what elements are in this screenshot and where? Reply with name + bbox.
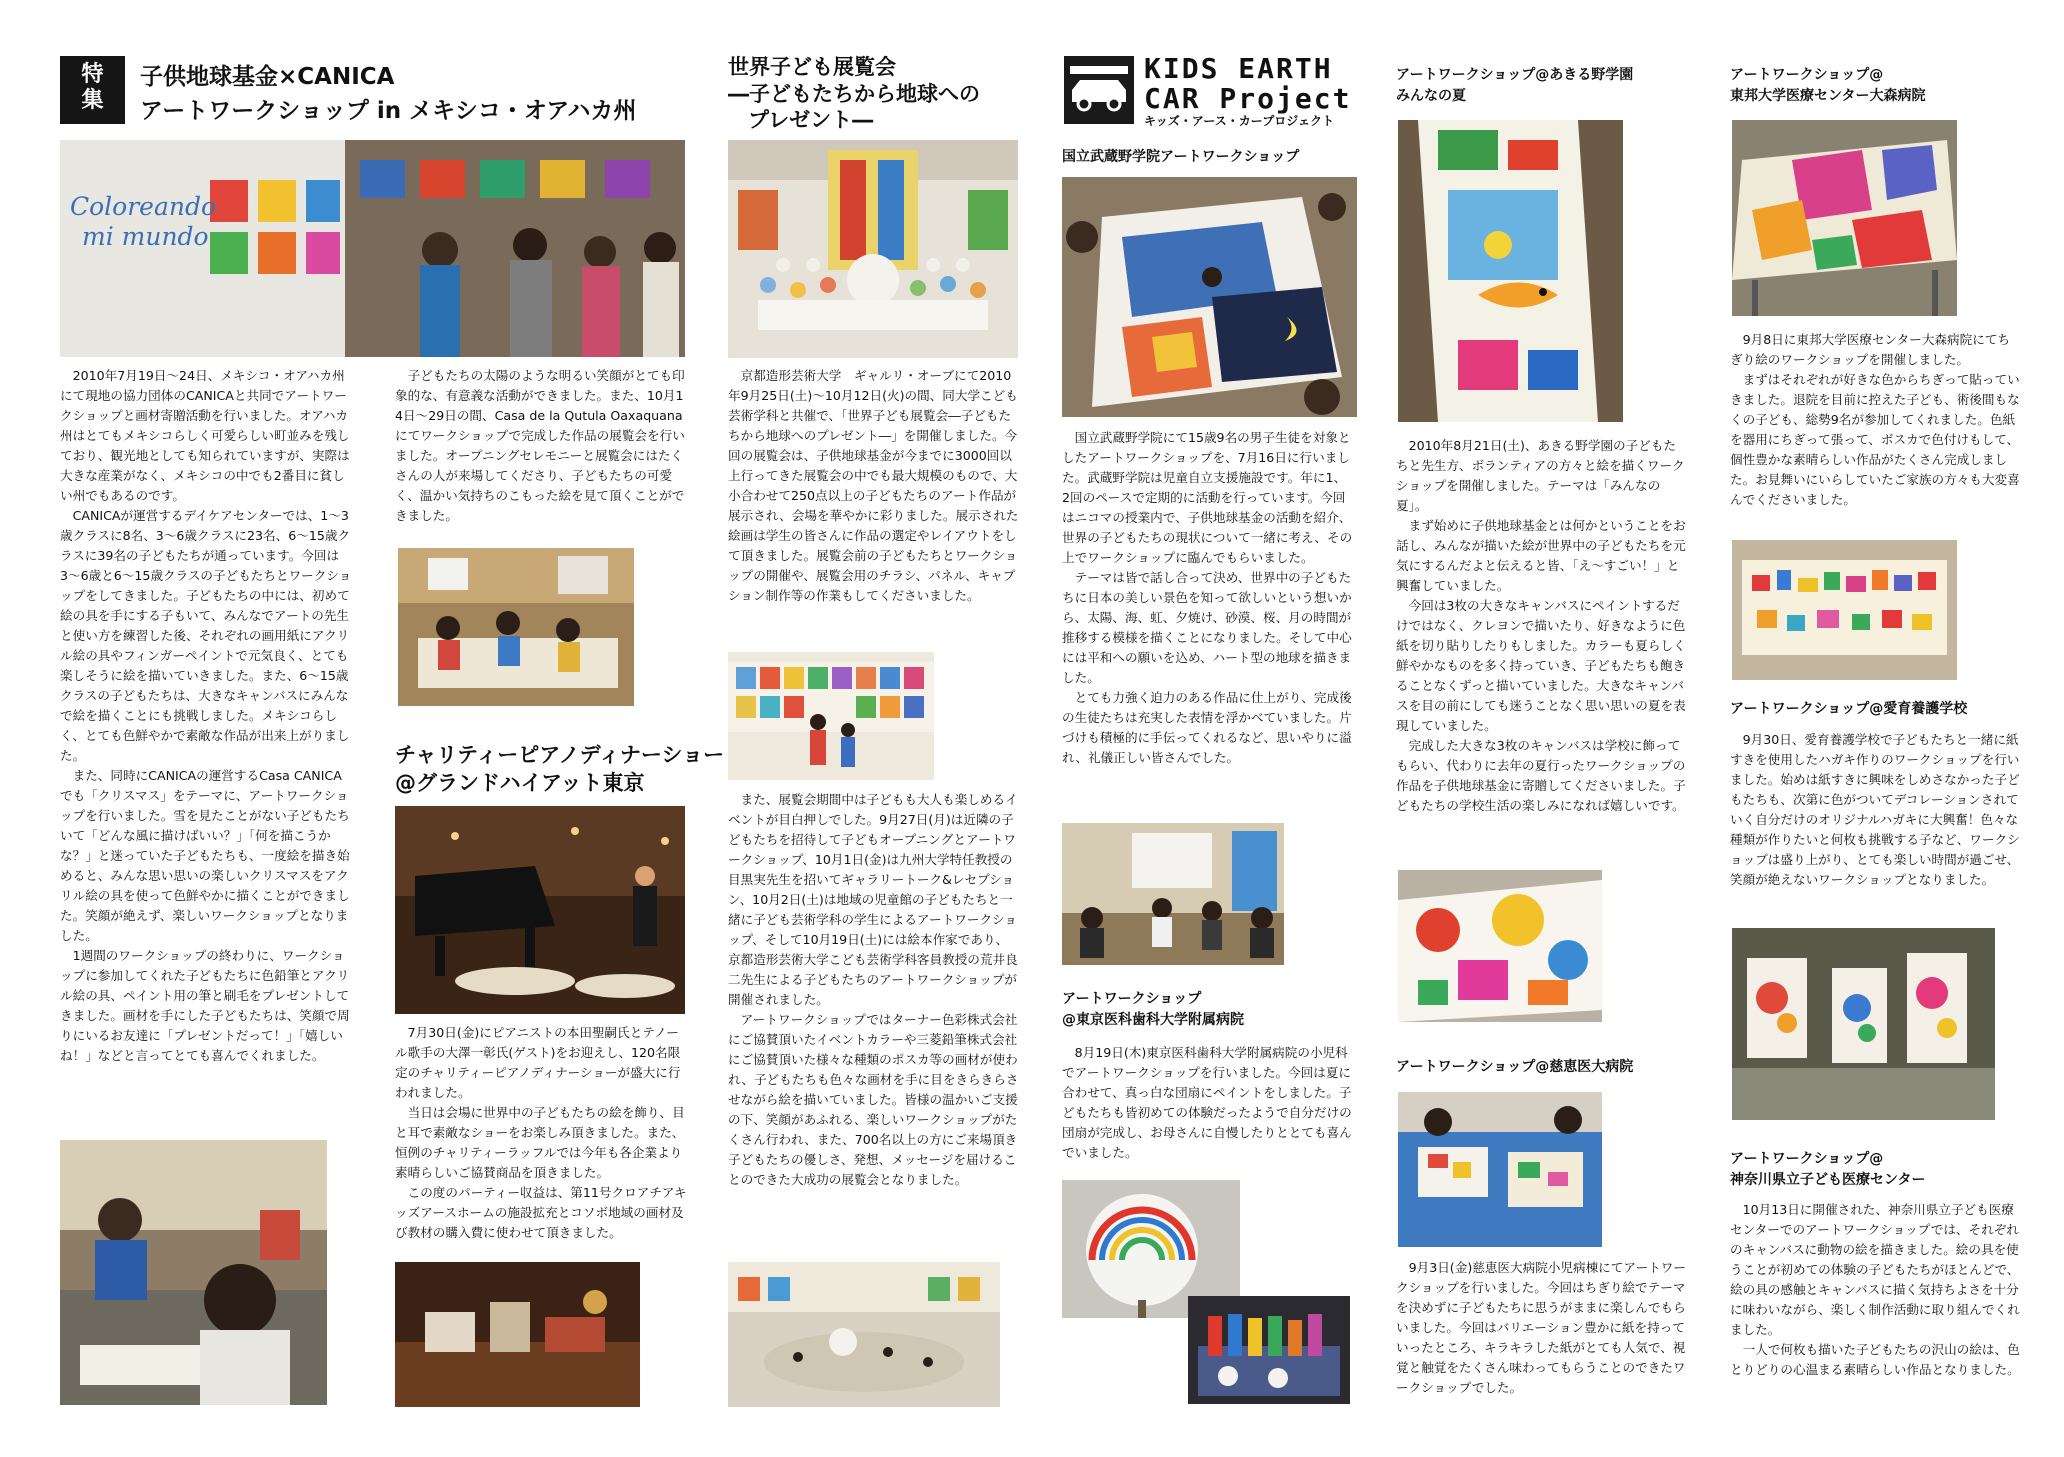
musashino-body: 国立武蔵野学院にて15歳9名の男子生徒を対象としたアートワークショップを、7月16日に行いました。武蔵野学院は児童自立支援施設です。年に1、2回のペースで定期的に活動を行っています。今回はニコマの授業内で、子供地球基金の活動を紹介、世界の子どもたちの現状について一緒に考え、その上でワークショップに臨んでもらいました。 テーマは皆で話し合って決め、世界中の子どもたちに日本の美しい景色を知って欲しいという想いから、太陽、海、虹、夕焼け、砂漠、桜、月の時間が推移する模様を描くことになりました。そして中心には平和への願いを込め、ハート型の地球を描きました。 とても力強く迫力のある作品に仕上がり、完成後の生徒たちは充実した表情を浮かべていました。片づけも積極的に手伝ってくれるなど、思いやりに溢れ、礼儀正しい皆さんでした。 xyxy=(1062,430,1353,765)
exhibition-hall-photo xyxy=(728,1262,1000,1407)
exhibition-title-line3: プレゼント― xyxy=(748,108,874,132)
tmdu-title-line2: @東京医科歯科大学附属病院 xyxy=(1062,1012,1244,1028)
canica-article-body-continued: 子どもたちの太陽のような明るい笑顔がとても印象的な、有意義な活動ができました。また、10月14日〜29日の間、Casa de la Qutula Oaxaquanaにてワークショップで完成した作品の展覧会を行いました。オープニングセレモニーと展覧会にはたくさんの人が来場してくださり、子どもたちの可愛く、温かい気持ちのこもった絵を見て頂くことができました。 xyxy=(395,368,685,523)
toho-chigirie-photo xyxy=(1732,120,1957,316)
paint-materials-photo xyxy=(1188,1296,1350,1404)
oaxaca-gallery-photo xyxy=(60,140,685,357)
casa-canica-workshop-photo xyxy=(398,548,634,706)
akiruno-title-line2: みんなの夏 xyxy=(1396,88,1466,104)
exhibition-title-line2: ―子どもたちから地球への xyxy=(728,82,980,106)
tokushu-char-1: 特 xyxy=(81,62,104,87)
charity-raffle-photo xyxy=(395,1262,640,1407)
akiruno-title-line1: アートワークショップ@あきる野学園 xyxy=(1396,67,1634,83)
akiruno-finished-canvas-photo xyxy=(1398,870,1602,1022)
musashino-classroom-photo xyxy=(1062,823,1284,965)
tmdu-title-line1: アートワークショップ xyxy=(1062,991,1202,1007)
canica-article-body: 2010年7月19日〜24日、メキシコ・オアハカ州にて現地の協力団体のCANICAと共同でアートワークショップと画材寄贈活動を行いました。オアハカ州はとてもメキシコらしく可愛らしい町並みを残しており、観光地としても知られていますが、実際は大きな産業がなく、メキシコの中でも2番目に貧しい州でもあるのです。 CANICAが運営するデイケアセンターでは、1〜3歳クラスに8名、3〜6歳クラスに23名、6〜15歳クラスに39名の子どもたちが通っています。今回は3〜6歳と6〜15歳クラスの子どもたちとワークショップをしてきました。子どもたちの中には、初めて絵の具を手にする子もいて、みんなでアートの先生と使い方を練習した後、それぞれの画用紙にアクリル絵の具やフィンガーペイントで元気良く、とても楽しそうに絵を描いていきました。また、6〜15歳クラスの子どもたちは、大きなキャンバスにみんなで絵を描くことにも挑戦しました。メキシコらしく、とても色鮮やかで素敵な作品が出来上がりました。 また、同時にCANICAの運営するCasa CANICAでも「クリスマス」をテーマに、アートワークショップを行いました。雪を見たことがない子どもたちいて「どんな風に描けばいい？」「何を描こうかな？」と迷っていた子どもたちも、一度絵を描き始めると、みんな思い思いの楽しいクリスマスをアクリル絵の具を使って色鮮やかに描くことができました。笑顔が絶えず、楽しいワークショップとなりました。 1週間のワークショップの終わりに、ワークショップに参加してくれた子どもたちに色鉛筆とアクリル絵の具、ペイント用の筆と刷毛をプレゼントしてきました。画材を手にした子どもたちは、笑顔で周りにいるお友達に「プレゼントだって！」「嬉しいね！」などと言ってとても喜んでくれました。 xyxy=(60,368,352,1063)
toho-title-line2: 東邦大学医療センター大森病院 xyxy=(1730,88,1926,104)
oaxaca-children-painting-photo xyxy=(60,1140,327,1405)
tokushu-badge xyxy=(60,56,125,124)
jikei-body: 9月3日(金)慈恵医大病院小児病棟にてアートワークショップを行いました。今回はちぎり絵でテーマを決めずに子どもたちに思うがままに楽しんでもらいました。今回はバリエーション豊かに紙を持っていったところ、キラキラした紙がとても人気で、視覚と触覚をたくさん味わってもらうことのできたワークショップでした。 xyxy=(1396,1260,1686,1395)
canica-title-line1: 子供地球基金×CANICA xyxy=(140,64,395,90)
musashino-title: 国立武蔵野学院アートワークショップ xyxy=(1062,149,1300,165)
exhibition-body: 京都造形芸術大学 ギャルリ・オーブにて2010年9月25日(土)〜10月12日(火)の間、同大学こども芸術学科と共催で、「世界子ども展覧会―子どもたちから地球へのプレゼント―」を開催しました。今回の展覧会は、子供地球基金が今までに3000回以上行ってきた展覧会の中でも最大規模のもので、大小合わせて250点以上の子どもたちのアート作品が展示され、会場を華やかに彩りました。展示された絵画は学生の皆さんに作品の選定やレイアウトをして頂きました。展覧会前の子どもたちとワークショップの開催や、展覧会用のチラシ、パネル、キャプション制作等の作業もしてくださいました。 xyxy=(728,368,1019,603)
coloreando-sign-line1: Coloreando xyxy=(70,192,217,221)
akiruno-body: 2010年8月21日(土)、あきる野学園の子どもたちと先生方、ボランティアの方々と絵を描くワークショップを開催しました。テーマは「みんなの夏」。 まず始めに子供地球基金とは何かということをお話し、みんなが描いた絵が世界中の子どもたちを元気にするんだよと伝えると皆、「え〜すごい！」と興奮していました。 今回は3枚の大きなキャンバスにペイントするだけではなく、クレヨンで描いたり、好きなように色紙を切り貼りしたりもしました。カラーも夏らしく鮮やかなものを多く持っていき、子どもたちも飽きることなくずっと描いていました。大きなキャンバスを目の前にしても迷うことなく思い思いの夏を表現していました。 完成した大きな3枚のキャンバスは学校に飾ってもらい、代わりに去年の夏行ったワークショップの作品を子供地球基金に寄贈してくださいました。子どもたちの学校生活の楽しみになれば嬉しいです。 xyxy=(1396,438,1686,813)
piano-dinner-show-photo xyxy=(395,806,685,1014)
kids-earth-car-logo xyxy=(1064,56,1134,124)
piano-show-title-line2: @グランドハイアット東京 xyxy=(395,771,645,795)
kanagawa-canvases-photo xyxy=(1732,928,1995,1120)
coloreando-sign xyxy=(70,192,216,252)
kanagawa-body: 10月13日に開催された、神奈川県立子ども医療センターでのアートワークショップでは、それぞれのキャンバスに動物の絵を描きました。絵の具を使うことが初めての体験の子どもたちがほとんどで、絵の具の感触とキャンバスに描く気持ちよさを十分に味わいながら、楽しく制作活動に取り組んでくれました。 一人で何枚も描いた子どもたちの沢山の絵は、色とりどりの心温まる素晴らしい作品となりました。 xyxy=(1730,1202,2020,1377)
kanagawa-title-line2: 神奈川県立子ども医療センター xyxy=(1730,1172,1926,1188)
tmdu-body: 8月19日(木)東京医科歯科大学附属病院の小児科でアートワークショップを行いました。今回は夏に合わせて、真っ白な団扇にペイントをしました。子どもたちも皆初めての体験だったようで自分だけの団扇が完成し、お母さんに自慢したりととても喜んでいました。 xyxy=(1062,1045,1352,1160)
jikei-title: アートワークショップ@慈恵医大病院 xyxy=(1396,1059,1634,1075)
kec-logo-subtitle: キッズ・アース・カープロジェクト xyxy=(1144,114,1334,128)
aiiku-body: 9月30日、愛育養護学校で子どもたちと一緒に紙すきを使用したハガキ作りのワークショップを行いました。始めは紙すきに興味をしめさなかった子どもたちも、次第に色がついてデコレーションされていく自分だけのオリジナルハガキに大興奮！色々な種類が作りたいと何枚も挑戦する子など、ワークショップは盛り上がり、とても楽しい時間が過ごせ、笑顔が絶えないワークショップとなりました。 xyxy=(1730,732,2020,887)
exhibition-events-body: また、展覧会期間中は子どもも大人も楽しめるイベントが目白押しでした。9月27日(月)は近隣の子どもたちを招待して子どもオープニングとアートワークショップ、10月1日(金)は九州大学特任教授の目黒実先生を招いてギャラリートーク&レセプション、10月2日(土)は地域の児童館の子どもたちと一緒に子ども芸術学科の学生によるアートワークショップ、そして10月19日(土)には絵本作家であり、京都造形芸術大学こども芸術学科客員教授の荒井良二先生による子どもたちのアートワークショップが開催されました。 アートワークショップではターナー色彩株式会社にご協賛頂いたイベントカラーや三菱鉛筆株式会社にご協賛頂いた様々な種類のポスカ等の画材が使われ、子どもたちも色々な画材を手に目をきらきらさせながら絵を描いていました。皆様の温かいご支援の下、笑顔があふれる、楽しいワークショップがたくさん行われ、また、700名以上の方にご来場頂き子どもたちの優しさ、発想、メッセージを届けることのできた大成功の展覧会となりました。 xyxy=(728,792,1019,1187)
aiiku-title: アートワークショップ@愛育養護学校 xyxy=(1730,701,1968,717)
exhibition-children-photo xyxy=(728,652,934,780)
kanagawa-title-line1: アートワークショップ@ xyxy=(1730,1151,1884,1167)
piano-show-body: 7月30日(金)にピアニストの本田聖嗣氏とテノール歌手の大澤一彰氏(ゲスト)をお迎えし、120名限定のチャリティーピアノディナーショーが盛大に行われました。 当日は会場に世界中の子どもたちの絵を飾り、目と耳で素敵なショーをお楽しみ頂きました。また、恒例のチャリティーラッフルでは今年も各企業より素晴らしいご協賛商品を頂きました。 この度のパーティー収益は、第11号クロアチアキッズアースホームの施設拡充とコソボ地域の画材及び教材の購入費に使わせて頂きました。 xyxy=(395,1025,687,1240)
kec-logo-line1: KIDS EARTH xyxy=(1144,52,1333,85)
exhibition-title-line1: 世界子ども展覧会 xyxy=(728,55,896,79)
musashino-painting-photo xyxy=(1062,177,1357,417)
toho-finished-work-photo xyxy=(1732,540,1957,680)
globe-exhibition-photo xyxy=(728,140,1018,358)
coloreando-sign-line2: mi mundo xyxy=(82,222,209,251)
toho-body: 9月8日に東邦大学医療センター大森病院にてちぎり絵のワークショップを開催しました。 まずはそれぞれが好きな色からちぎって貼っていきました。退院を目前に控えた子ども、術後間もなくの子ども、総勢9名が参加してくれました。色紙を器用にちぎって張って、ボスカで色付けもして、個性豊かな素晴らしい作品がたくさん完成しました。お見舞いにいらしていたご家族の方々も大変喜んでくださいました。 xyxy=(1730,332,2020,507)
canica-title-line2: アートワークショップ in メキシコ・オアハカ州 xyxy=(140,98,637,124)
toho-title-line1: アートワークショップ@ xyxy=(1730,67,1884,83)
piano-show-title-line1: チャリティーピアノディナーショー xyxy=(395,743,725,767)
kec-logo-line2: CAR Project xyxy=(1144,82,1352,115)
tokushu-char-2: 集 xyxy=(81,88,104,113)
kids-earth-car-wordmark xyxy=(1144,54,1351,114)
jikei-workshop-photo xyxy=(1398,1092,1602,1247)
akiruno-canvas-photo xyxy=(1398,120,1623,422)
